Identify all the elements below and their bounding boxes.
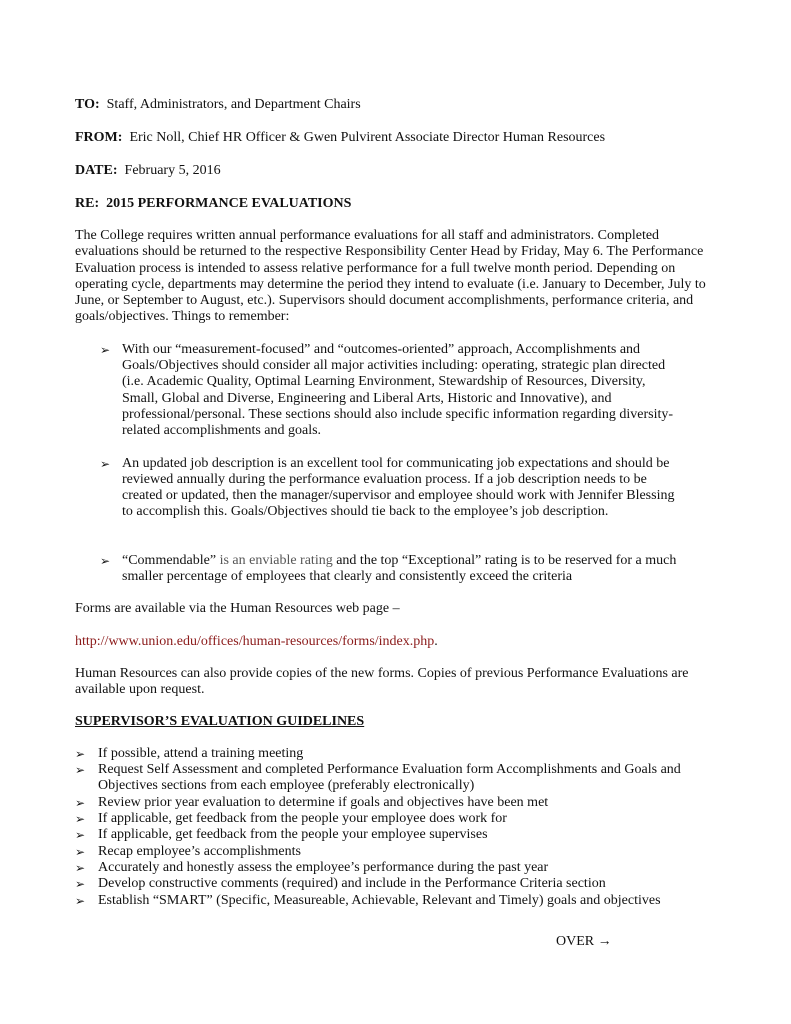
reminders-list xyxy=(75,342,723,586)
reminder-text-1: With our “measurement-focused” and “outcomes-oriented” approach, Accomplishments and Goals/Objectives should consider all major activities including: operating, strategic plan directed (i.e. Academic Quality, Optimal Learning Environment, Stewardship of Resources, Diversity, Small, Global and Diverse, Engineering and Liberal Arts, Historic and Innovative), and professional/personal. These sections should also include specific information regarding diversity-related accomplishments and goals. xyxy=(122,341,674,439)
reminder-item-3 xyxy=(75,553,680,586)
guideline-item xyxy=(75,860,723,876)
arrow-bullet-icon: ➢ xyxy=(100,553,111,568)
reminder-text-3a: “Commendable” xyxy=(122,552,217,568)
reminder-item-2 xyxy=(75,456,680,521)
arrow-bullet-icon: ➢ xyxy=(75,795,86,810)
guideline-text: Develop constructive comments (required) and include in the Performance Criteria section xyxy=(98,876,606,892)
arrow-bullet-icon: ➢ xyxy=(75,828,86,843)
from-value: Eric Noll, Chief HR Officer & Gwen Pulvirent Associate Director Human Resources xyxy=(129,130,606,145)
date-label: DATE: xyxy=(75,163,118,178)
reminder-text-3c: and the top “Exceptional” rating is to be reserved for a much smaller percentage of employees that clearly and consistently exceed the criteria xyxy=(122,552,677,585)
memo-page xyxy=(75,97,723,909)
date-line xyxy=(75,163,723,179)
guideline-text: Recap employee’s accomplishments xyxy=(98,843,301,859)
forms-link[interactable]: http://www.union.edu/offices/human-resources/forms/index.php xyxy=(75,633,435,649)
arrow-bullet-icon: ➢ xyxy=(75,877,86,892)
arrow-bullet-icon: ➢ xyxy=(100,342,111,357)
guideline-text: Request Self Assessment and completed Performance Evaluation form Accomplishments and Goals and Objectives sections from each employee (preferably electronically) xyxy=(98,762,681,794)
over-label: OVER → xyxy=(556,934,612,949)
arrow-bullet-icon: ➢ xyxy=(75,844,86,859)
re-line xyxy=(75,196,723,212)
to-line xyxy=(75,97,723,113)
re-value: 2015 PERFORMANCE EVALUATIONS xyxy=(106,196,352,211)
guidelines-list xyxy=(75,746,723,909)
guideline-text: If applicable, get feedback from the people your employee does work for xyxy=(98,811,507,827)
arrow-bullet-icon: ➢ xyxy=(100,456,111,471)
guideline-item xyxy=(75,762,723,795)
guidelines-title: SUPERVISOR’S EVALUATION GUIDELINES xyxy=(75,713,365,729)
forms-link-line xyxy=(75,634,723,650)
reminder-text-2: An updated job description is an excellent tool for communicating job expectations and should be reviewed annually during the performance evaluation process. If a job description needs to be created or updated, then the manager/supervisor and employee should work with Jennifer Blessing to accomplish this. Goals/Objectives should tie back to the employee’s job description. xyxy=(122,455,675,520)
arrow-bullet-icon: ➢ xyxy=(75,860,86,875)
guideline-item xyxy=(75,795,723,811)
from-line xyxy=(75,130,723,146)
arrow-bullet-icon: ➢ xyxy=(75,763,86,778)
guideline-item xyxy=(75,746,723,762)
intro-paragraph: The College requires written annual performance evaluations for all staff and administrators. Completed evaluations should be returned to the respective Responsibility Center Head by Friday, May 6. The Performance Evaluation process is intended to assess relative performance for a full twelve month period. Depending on operating cycle, departments may determine the period they intend to evaluate (i.e. January to December, July to June, or September to August, etc.). Supervisors should document accomplishments, performance criteria, and goals/objectives. Things to remember: xyxy=(75,228,706,325)
forms-link-period: . xyxy=(434,633,438,649)
guideline-item xyxy=(75,827,723,843)
guideline-text: Accurately and honestly assess the employee’s performance during the past year xyxy=(98,859,549,875)
forms-text: Forms are available via the Human Resources web page – xyxy=(75,601,400,617)
guideline-item xyxy=(75,876,723,892)
reminder-text-3b: is an enviable rating xyxy=(216,552,337,568)
to-value: Staff, Administrators, and Department Chairs xyxy=(106,97,361,112)
arrow-bullet-icon: ➢ xyxy=(75,812,86,827)
guideline-text: Establish “SMART” (Specific, Measureable, Achievable, Relevant and Timely) goals and objectives xyxy=(98,892,661,908)
guideline-item xyxy=(75,893,723,909)
date-value: February 5, 2016 xyxy=(124,163,221,178)
guideline-text: If possible, attend a training meeting xyxy=(98,745,304,761)
copies-paragraph: Human Resources can also provide copies of the new forms. Copies of previous Performance Evaluations are available upon request. xyxy=(75,665,689,698)
guideline-text: Review prior year evaluation to determine if goals and objectives have been met xyxy=(98,794,549,810)
re-label: RE: xyxy=(75,196,100,211)
arrow-bullet-icon: ➢ xyxy=(75,893,86,908)
arrow-bullet-icon: ➢ xyxy=(75,746,86,761)
reminder-item-1 xyxy=(75,342,680,440)
to-label: TO: xyxy=(75,97,100,112)
from-label: FROM: xyxy=(75,130,123,145)
guideline-item xyxy=(75,844,723,860)
guideline-item xyxy=(75,811,723,827)
guideline-text: If applicable, get feedback from the people your employee supervises xyxy=(98,827,488,843)
